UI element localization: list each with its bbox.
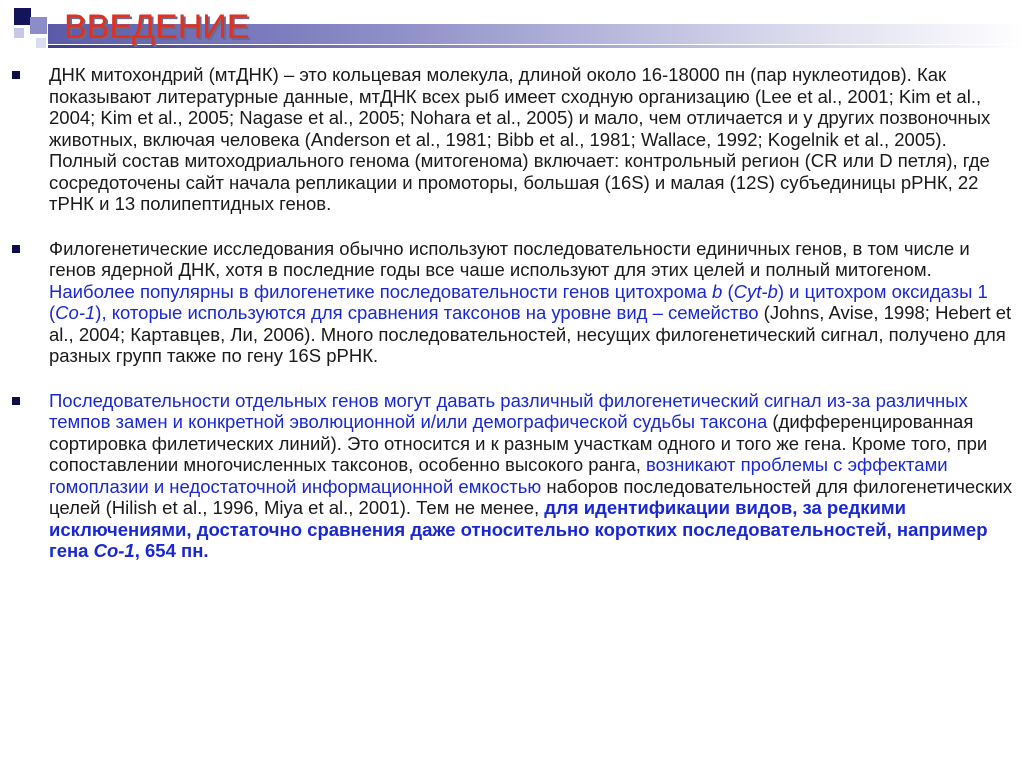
text-span: (дифференцированная сортировка филетических линий). Это относится и к разным участкам одного и того же гена. Кроме того, при сопоставлении многочисленных таксонов, особенно высокого ранга,	[49, 411, 988, 475]
decor-square-4	[36, 38, 46, 48]
highlight-bold-italic: Co-1	[93, 540, 135, 561]
bullet-marker	[12, 245, 20, 253]
paragraph-phylogenetics	[49, 238, 1016, 367]
text-span: ДНК митохондрий (мтДНК) – это кольцевая молекула, длиной около 16-18000 пн (пар нуклеотидов). Как показывают литературные данные, мтДНК всех рыб имеет сходную организацию (Lee et al., 2001; Kim et al., 2004; Kim et al., 2005; Nagase et al., 2005; Nohara et al., 2005) и мало, чем отличается и у других позвоночных животных, включая человека (Anderson et al., 1981; Bibb et al., 1981; Wallace, 1992; Kogelnik et al., 2005). Полный состав митоходриального генома (митогенома) включает: контрольный регион (CR или D петля), где сосредоточены сайт начала репликации и промоторы, большая (16S) и малая (12S) субъединицы рРНК, 22 тРНК и 13 полипептидных генов.	[49, 64, 991, 214]
highlight-italic: Cyt-b	[733, 280, 778, 302]
highlight-text: возникают проблемы с эффектами гомоплазии и недостаточной информационной емкостью	[49, 454, 948, 497]
highlight-italic: b	[712, 280, 723, 302]
highlight-bold: для идентификации видов, за редкими исключениями, достаточно сравнения даже относительно коротких последовательностей, например гена	[49, 497, 988, 561]
decor-square-2	[30, 17, 47, 34]
highlight-text: ) и цитохром оксидазы 1 (	[49, 280, 988, 323]
text-span: Филогенетические исследования обычно используют последовательности единичных генов, в том числе и генов ядерной ДНК, хотя в последние годы все чаше используют для этих целей и полный митогеном.	[49, 237, 970, 280]
decor-square-1	[14, 8, 31, 25]
highlight-text: ), которые используются для сравнения таксонов на уровне вид – семейство	[95, 302, 759, 323]
text-span: наборов последовательностей для филогенетических целей (Hilish et al., 1996, Miya et al., 2001). Тем не менее,	[49, 475, 1013, 518]
bullet-item-1	[12, 64, 1016, 215]
text-span: (Johns, Avise, 1998; Hebert et al., 2004; Картавцев, Ли, 2006). Много последовательностей, несущих филогенетический сигнал, получено для разных групп также по гену 16S рРНК.	[49, 302, 1012, 366]
bullet-marker	[12, 71, 20, 79]
paragraph-mtdna	[49, 64, 1016, 215]
bullet-marker	[12, 397, 20, 405]
highlight-bold: , 654 пн.	[134, 540, 209, 561]
paragraph-gene-signal	[49, 390, 1016, 562]
bullet-item-3	[12, 390, 1016, 562]
highlight-text: (	[722, 280, 734, 302]
highlight-text: Наиболее популярны в филогенетике последовательности генов цитохрома	[49, 280, 713, 302]
bullet-item-2	[12, 238, 1016, 367]
decor-square-3	[14, 28, 24, 38]
highlight-italic: Co-1	[55, 302, 96, 323]
slide-title: ВВЕДЕНИЕ	[64, 8, 250, 46]
highlight-text: Последовательности отдельных генов могут давать различный филогенетический сигнал из-за различных темпов замен и конкретной эволюционной и/или демографической судьбы таксона	[49, 389, 968, 432]
slide-body	[12, 64, 1016, 585]
